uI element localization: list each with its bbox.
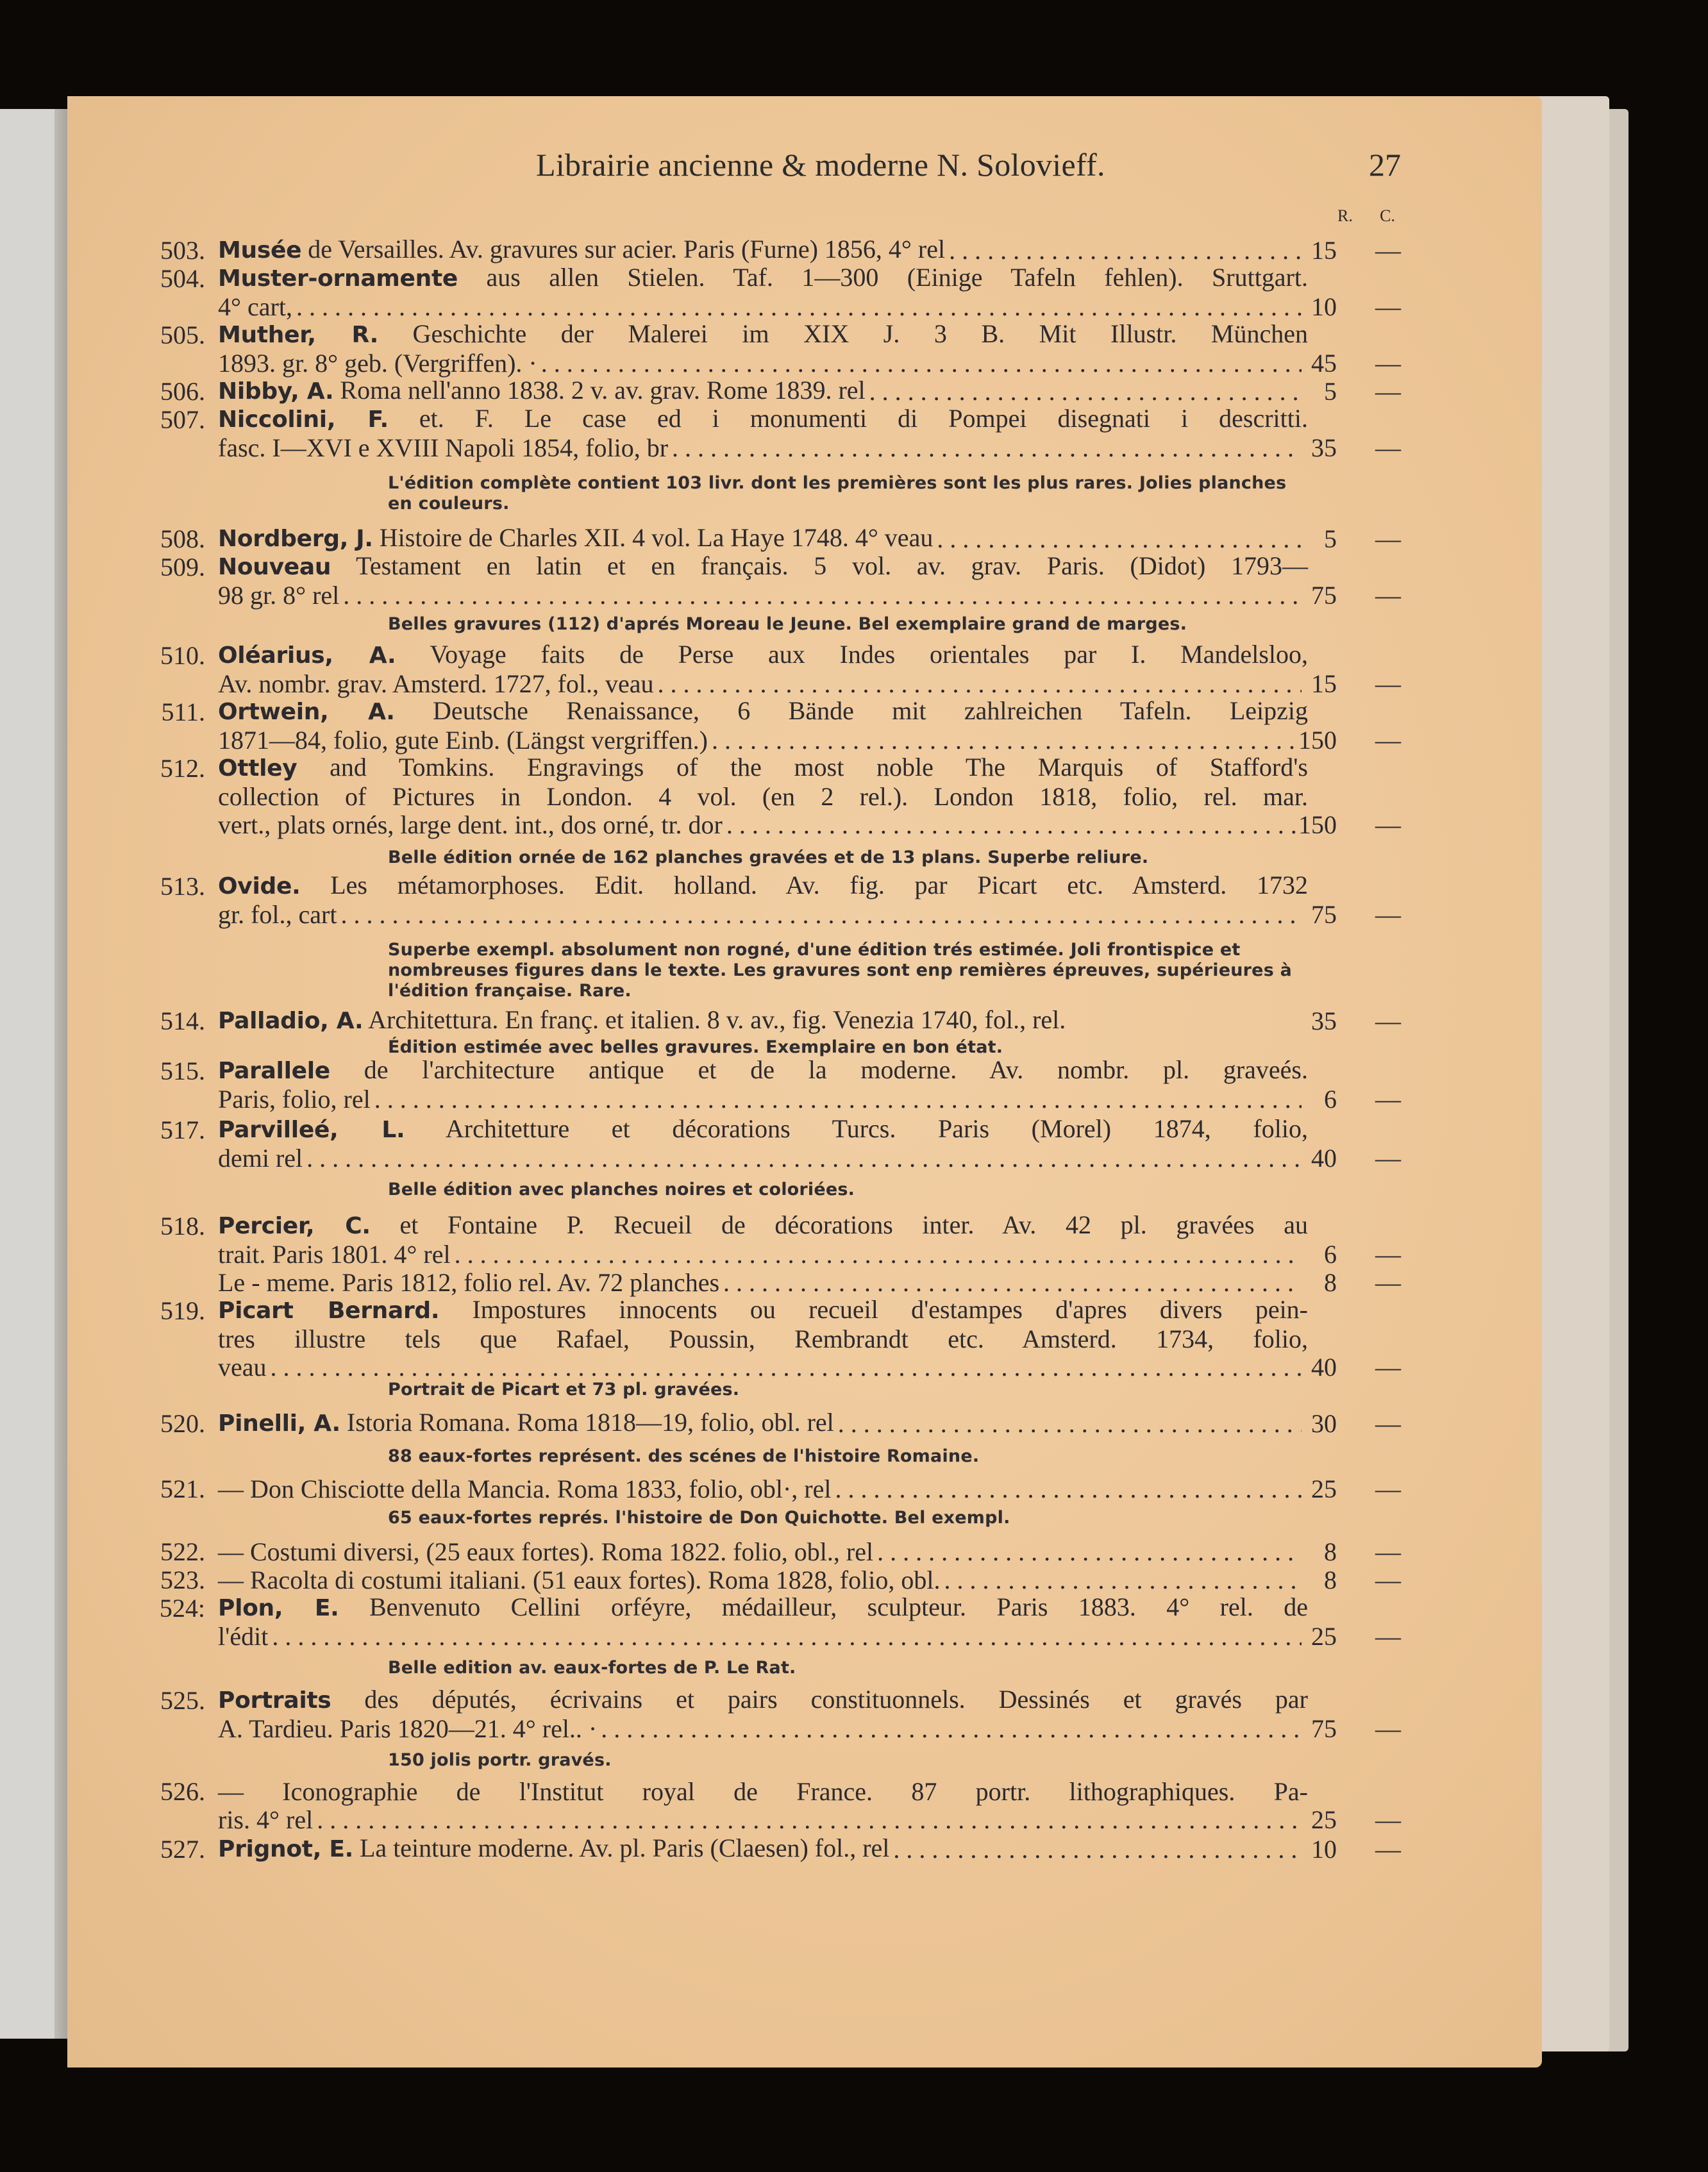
catalogue-line bbox=[218, 581, 1302, 610]
entry-description: trait. Paris 1801. 4° rel bbox=[218, 1240, 451, 1269]
entry-note: L'édition complète contient 103 livr. dont les premières sont les plus rares. Jolies planches en couleurs. bbox=[388, 473, 1287, 514]
dot-leader bbox=[712, 726, 1302, 755]
price-kopecks: — bbox=[1375, 1714, 1401, 1743]
entry-text bbox=[218, 1834, 889, 1864]
entry-text bbox=[218, 753, 1308, 783]
entry-description: Paris, folio, rel bbox=[218, 1085, 371, 1114]
page-number: 27 bbox=[1369, 147, 1401, 183]
catalogue-line bbox=[218, 1085, 1302, 1114]
entry-description: 98 gr. 8° rel bbox=[218, 581, 340, 610]
catalogue-line bbox=[160, 1474, 1302, 1504]
catalogue-line bbox=[160, 1834, 1302, 1864]
entry-number: 526. bbox=[160, 1777, 205, 1806]
entry-description: Le - meme. Paris 1812, folio rel. Av. 72 planches bbox=[218, 1268, 720, 1297]
entry-author: Muster-ornamente bbox=[218, 265, 458, 292]
entry-author: Parallele bbox=[218, 1058, 330, 1084]
catalogue-line bbox=[160, 1408, 1302, 1439]
price-kopecks: — bbox=[1375, 1474, 1401, 1503]
entry-description: Architetture et décorations Turcs. Paris (Morel) 1874, folio, bbox=[405, 1114, 1308, 1143]
entry-author: Nouveau bbox=[218, 554, 331, 580]
entry-description: Histoire de Charles XII. 4 vol. La Haye 1748. 4° veau bbox=[373, 523, 934, 552]
entry-number: 506. bbox=[160, 377, 205, 406]
entry-text bbox=[218, 433, 668, 463]
facing-page bbox=[0, 109, 67, 2039]
price-roubles: 75 bbox=[1311, 581, 1337, 610]
catalogue-line bbox=[160, 871, 1308, 901]
entry-number: 508. bbox=[160, 524, 205, 553]
entry-text bbox=[218, 1295, 1308, 1326]
price-roubles: 45 bbox=[1311, 349, 1337, 378]
entry-number: 521. bbox=[160, 1474, 205, 1503]
entry-author: Plon, E. bbox=[218, 1595, 339, 1621]
currency-roubles: R. bbox=[1337, 206, 1353, 225]
entry-text bbox=[218, 810, 723, 840]
price-kopecks: — bbox=[1375, 900, 1401, 929]
entry-note: Belle édition avec planches noires et coloriées. bbox=[388, 1180, 855, 1199]
catalogue-line bbox=[160, 1295, 1309, 1326]
catalogue-line bbox=[218, 810, 1302, 840]
entry-author: Percier, C. bbox=[218, 1213, 371, 1239]
price-roubles: 75 bbox=[1311, 1714, 1337, 1743]
price-roubles: 15 bbox=[1311, 236, 1337, 265]
entry-description: l'édit bbox=[218, 1622, 269, 1651]
price-roubles: 35 bbox=[1311, 433, 1337, 462]
catalogue-line bbox=[218, 1268, 1302, 1298]
dot-leader bbox=[306, 1144, 1302, 1173]
catalogue-line bbox=[218, 1353, 1302, 1382]
entry-author: Niccolini, F. bbox=[218, 406, 389, 433]
entry-text bbox=[218, 1805, 313, 1835]
dot-leader bbox=[937, 524, 1302, 554]
entry-text bbox=[218, 1210, 1308, 1241]
catalogue-line bbox=[160, 1114, 1308, 1145]
entry-text bbox=[218, 235, 945, 265]
entry-description: tres illustre tels que Rafael, Poussin, Rembrandt etc. Amsterd. 1734, folio, bbox=[218, 1324, 1308, 1353]
entry-number: 519. bbox=[160, 1296, 205, 1325]
dot-leader bbox=[455, 1240, 1302, 1269]
catalogue-line bbox=[218, 1805, 1302, 1835]
catalogue-line bbox=[159, 1592, 1308, 1623]
price-kopecks: — bbox=[1375, 349, 1401, 378]
entry-number: 510. bbox=[160, 641, 205, 670]
entry-text bbox=[218, 1777, 1308, 1807]
entry-number: 525. bbox=[160, 1686, 205, 1715]
price-roubles: 40 bbox=[1311, 1353, 1337, 1382]
entry-text bbox=[218, 1408, 834, 1439]
dot-leader bbox=[838, 1409, 1302, 1439]
price-kopecks: — bbox=[1375, 292, 1401, 321]
price-kopecks: — bbox=[1375, 236, 1401, 265]
entry-text bbox=[218, 1268, 719, 1298]
entry-description: gr. fol., cart bbox=[218, 900, 337, 929]
dot-leader bbox=[944, 1566, 1302, 1595]
catalogue-line bbox=[218, 1144, 1302, 1173]
catalogue-line bbox=[160, 263, 1308, 294]
entry-author: Ovide. bbox=[218, 873, 301, 899]
dot-leader bbox=[601, 1714, 1302, 1744]
entry-description: — Don Chisciotte della Mancia. Roma 1833, folio, obl·, rel bbox=[218, 1474, 832, 1503]
price-kopecks: — bbox=[1375, 810, 1401, 839]
entry-note: Belle edition av. eaux-fortes de P. Le Rat. bbox=[388, 1658, 796, 1678]
entry-description: et. F. Le case ed i monumenti di Pompei disegnati i descritti. bbox=[388, 404, 1308, 433]
entry-description: Deutsche Renaissance, 6 Bände mit zahlreichen Tafeln. Leipzig bbox=[394, 696, 1308, 725]
entry-author: Picart Bernard. bbox=[218, 1298, 440, 1324]
entry-text bbox=[218, 1005, 1066, 1036]
price-kopecks: — bbox=[1375, 377, 1401, 406]
entry-note: 150 jolis portr. gravés. bbox=[388, 1750, 612, 1770]
catalogue-line bbox=[218, 1622, 1302, 1651]
catalogue-line bbox=[160, 1566, 1302, 1595]
entry-description: et Fontaine P. Recueil de décorations inter. Av. 42 pl. gravées au bbox=[370, 1210, 1308, 1239]
dot-leader bbox=[723, 1268, 1302, 1298]
entry-number: 507. bbox=[160, 405, 205, 434]
price-roubles: 30 bbox=[1311, 1409, 1337, 1438]
catalogue-line bbox=[160, 1210, 1308, 1241]
entry-number: 527. bbox=[160, 1835, 205, 1864]
running-head: Librairie ancienne & moderne N. Solovieff. bbox=[536, 147, 1105, 183]
price-roubles: 10 bbox=[1311, 292, 1337, 321]
price-kopecks: — bbox=[1375, 1805, 1401, 1834]
entry-text bbox=[218, 263, 1308, 294]
price-roubles: 25 bbox=[1311, 1474, 1337, 1503]
catalogue-line bbox=[218, 1714, 1302, 1744]
catalogue-line bbox=[160, 523, 1302, 554]
dot-leader bbox=[374, 1085, 1302, 1114]
entry-description: collection of Pictures in London. 4 vol. (en 2 rel.). London 1818, folio, rel. mar. bbox=[218, 782, 1308, 811]
entry-text bbox=[218, 551, 1308, 582]
price-kopecks: — bbox=[1375, 1144, 1401, 1173]
catalogue-line bbox=[160, 1777, 1308, 1807]
entry-note: Belle édition ornée de 162 planches gravées et de 13 plans. Superbe reliure. bbox=[388, 848, 1149, 867]
entry-text bbox=[218, 640, 1308, 671]
entry-text bbox=[218, 376, 866, 406]
price-kopecks: — bbox=[1375, 433, 1401, 462]
entry-author: Ortwein, A. bbox=[218, 699, 395, 725]
price-kopecks: — bbox=[1375, 581, 1401, 610]
entry-description: de l'architecture antique et de la moderne. Av. nombr. pl. graveés. bbox=[330, 1055, 1308, 1084]
catalogue-line bbox=[160, 376, 1302, 406]
catalogue-line bbox=[160, 319, 1308, 350]
price-kopecks: — bbox=[1375, 726, 1401, 755]
dot-leader bbox=[541, 349, 1302, 378]
entry-text bbox=[218, 523, 933, 554]
entry-text bbox=[218, 1714, 597, 1744]
entry-note: Belles gravures (112) d'aprés Moreau le Jeune. Bel exemplaire grand de marges. bbox=[388, 614, 1187, 634]
catalogue-line bbox=[218, 292, 1302, 322]
dot-leader bbox=[893, 1835, 1302, 1864]
entry-note: Édition estimée avec belles gravures. Exemplaire en bon état. bbox=[388, 1037, 1003, 1057]
price-roubles: 8 bbox=[1324, 1537, 1337, 1566]
entry-description: and Tomkins. Engravings of the most noble The Marquis of Stafford's bbox=[297, 753, 1308, 781]
entry-number: 512. bbox=[160, 754, 205, 783]
price-kopecks: — bbox=[1375, 1566, 1401, 1594]
entry-description: vert., plats ornés, large dent. int., dos orné, tr. dor bbox=[218, 810, 723, 839]
catalogue-line bbox=[161, 696, 1308, 727]
entry-note: Superbe exempl. absolument non rogné, d'une édition trés estimée. Joli frontispice et nombreuses figures dans le texte. Les gravures sont enp remières épreuves, supérieures à l'édition française. Rare. bbox=[388, 940, 1292, 1001]
entry-text bbox=[218, 669, 654, 699]
catalogue-line bbox=[160, 1685, 1308, 1716]
dot-leader bbox=[726, 810, 1302, 840]
entry-description: Les métamorphoses. Edit. holland. Av. fig. par Picart etc. Amsterd. 1732 bbox=[300, 871, 1308, 899]
entry-number: 518. bbox=[160, 1212, 205, 1241]
entry-description: — Racolta di costumi italiani. (51 eaux fortes). Roma 1828, folio, obl. bbox=[218, 1566, 941, 1594]
price-roubles: 25 bbox=[1311, 1805, 1337, 1834]
entry-description: ris. 4° rel bbox=[218, 1805, 314, 1834]
entry-description: 1871—84, folio, gute Einb. (Längst vergriffen.) bbox=[218, 726, 708, 755]
price-kopecks: — bbox=[1375, 1085, 1401, 1114]
price-roubles: 25 bbox=[1311, 1622, 1337, 1651]
price-kopecks: — bbox=[1375, 1622, 1401, 1651]
entry-number: 511. bbox=[161, 698, 205, 726]
entry-description: fasc. I—XVI e XVIII Napoli 1854, folio, br bbox=[218, 433, 669, 462]
entry-text bbox=[218, 1685, 1308, 1716]
price-kopecks: — bbox=[1375, 1268, 1401, 1297]
entry-text bbox=[218, 1085, 371, 1114]
price-kopecks: — bbox=[1375, 1835, 1401, 1864]
entry-description: Istoria Romana. Roma 1818—19, folio, obl. rel bbox=[340, 1408, 834, 1437]
entry-description: Geschichte der Malerei im XIX J. 3 B. Mit Illustr. München bbox=[378, 319, 1308, 348]
entry-text bbox=[218, 871, 1308, 901]
price-roubles: 75 bbox=[1311, 900, 1337, 929]
entry-text bbox=[218, 1537, 873, 1567]
entry-text bbox=[218, 1622, 268, 1651]
entry-note: 88 eaux-fortes représent. des scénes de l'histoire Romaine. bbox=[388, 1446, 980, 1466]
entry-number: 522. bbox=[160, 1537, 205, 1566]
entry-number: 524: bbox=[159, 1594, 205, 1623]
catalogue-line bbox=[218, 782, 1308, 812]
catalogue-line bbox=[160, 551, 1308, 582]
entry-author: Oléarius, A. bbox=[218, 642, 396, 669]
price-kopecks: — bbox=[1375, 524, 1401, 553]
entry-text bbox=[218, 1144, 303, 1173]
entry-description: Architettura. En franç. et italien. 8 v. av., fig. Venezia 1740, fol., rel. bbox=[363, 1005, 1066, 1034]
entry-text bbox=[218, 1114, 1308, 1145]
entry-description: des députés, écrivains et pairs constituonnels. Dessinés et gravés par bbox=[331, 1685, 1308, 1714]
entry-description: — Iconographie de l'Institut royal de France. 87 portr. lithographiques. Pa- bbox=[218, 1777, 1308, 1806]
entry-author: Palladio, A. bbox=[218, 1008, 364, 1034]
entry-text bbox=[218, 1566, 940, 1595]
entry-text bbox=[218, 696, 1308, 727]
entry-number: 504. bbox=[160, 264, 205, 293]
entry-number: 513. bbox=[160, 872, 205, 901]
price-kopecks: — bbox=[1375, 1007, 1401, 1035]
dot-leader bbox=[272, 1622, 1302, 1651]
dot-leader bbox=[672, 433, 1302, 463]
dot-leader bbox=[658, 669, 1302, 699]
catalogue-line bbox=[218, 1324, 1308, 1354]
price-roubles: 8 bbox=[1324, 1566, 1337, 1594]
price-roubles: 5 bbox=[1324, 524, 1337, 553]
entry-description: de Versailles. Av. gravures sur acier. Paris (Furne) 1856, 4° rel bbox=[301, 235, 946, 263]
price-kopecks: — bbox=[1375, 669, 1401, 698]
dot-leader bbox=[296, 292, 1302, 322]
entry-description: La teinture moderne. Av. pl. Paris (Claesen) fol., rel bbox=[353, 1834, 890, 1862]
entry-author: Portraits bbox=[218, 1687, 331, 1714]
entry-author: Prignot, E. bbox=[218, 1836, 353, 1862]
entry-author: Muther, R. bbox=[218, 322, 378, 348]
price-roubles: 150 bbox=[1298, 726, 1337, 755]
entry-number: 515. bbox=[160, 1057, 205, 1085]
entry-text bbox=[218, 1353, 267, 1382]
catalogue-line bbox=[218, 669, 1302, 699]
entry-number: 523. bbox=[160, 1566, 205, 1594]
entry-text bbox=[218, 349, 537, 378]
entry-author: Nordberg, J. bbox=[218, 526, 373, 552]
entry-description: A. Tardieu. Paris 1820—21. 4° rel.. · bbox=[218, 1714, 598, 1743]
entry-author: Ottley bbox=[218, 755, 297, 781]
entry-description: Impostures innocents ou recueil d'estampes d'apres divers pein- bbox=[439, 1295, 1309, 1324]
dot-leader bbox=[835, 1474, 1302, 1504]
price-roubles: 6 bbox=[1324, 1240, 1337, 1269]
entry-number: 517. bbox=[160, 1115, 205, 1144]
entry-description: demi rel bbox=[218, 1144, 303, 1173]
entry-number: 505. bbox=[160, 321, 205, 349]
entry-author: Pinelli, A. bbox=[218, 1410, 340, 1437]
dot-leader bbox=[341, 900, 1302, 930]
entry-description: Roma nell'anno 1838. 2 v. av. grav. Rome 1839. rel bbox=[333, 376, 866, 405]
entry-description: — Costumi diversi, (25 eaux fortes). Roma 1822. folio, obl., rel bbox=[218, 1537, 874, 1566]
price-roubles: 40 bbox=[1311, 1144, 1337, 1173]
entry-author: Musée bbox=[218, 237, 302, 263]
price-roubles: 8 bbox=[1324, 1268, 1337, 1297]
catalogue-line bbox=[160, 1005, 1302, 1036]
entry-description: 1893. gr. 8° geb. (Vergriffen). · bbox=[218, 349, 537, 378]
catalogue-line bbox=[160, 1537, 1302, 1567]
price-roubles: 35 bbox=[1311, 1007, 1337, 1035]
catalogue-line bbox=[218, 349, 1302, 378]
entry-text bbox=[218, 404, 1308, 435]
price-kopecks: — bbox=[1375, 1240, 1401, 1269]
entry-description: veau bbox=[218, 1353, 267, 1382]
price-roubles: 6 bbox=[1324, 1085, 1337, 1114]
currency-header bbox=[1337, 206, 1395, 226]
binding-gutter bbox=[54, 109, 67, 2039]
entry-description: Testament en latin et en français. 5 vol. av. grav. Paris. (Didot) 1793— bbox=[331, 551, 1308, 580]
entry-description: Voyage faits de Perse aux Indes orientales par I. Mandelsloo, bbox=[396, 640, 1308, 669]
entry-note: 65 eaux-fortes représ. l'histoire de Don Quichotte. Bel exempl. bbox=[388, 1508, 1010, 1528]
entry-text bbox=[218, 726, 708, 755]
dot-leader bbox=[877, 1537, 1302, 1567]
price-roubles: 150 bbox=[1298, 810, 1337, 839]
entry-number: 503. bbox=[160, 236, 205, 265]
dot-leader bbox=[949, 236, 1302, 265]
entry-text bbox=[218, 900, 337, 930]
entry-text bbox=[218, 1474, 831, 1504]
entry-text bbox=[218, 581, 339, 610]
catalogue-line bbox=[160, 235, 1302, 265]
catalogue-line bbox=[218, 1240, 1302, 1269]
entry-note: Portrait de Picart et 73 pl. gravées. bbox=[388, 1380, 740, 1399]
entry-text bbox=[218, 319, 1308, 350]
currency-kopecks: C. bbox=[1380, 206, 1395, 225]
price-kopecks: — bbox=[1375, 1353, 1401, 1382]
dot-leader bbox=[343, 581, 1302, 610]
catalogue-line bbox=[218, 900, 1302, 930]
entry-text bbox=[218, 292, 292, 322]
entry-text bbox=[218, 1592, 1308, 1623]
entry-description: Benvenuto Cellini orféyre, médailleur, sculpteur. Paris 1883. 4° rel. de bbox=[339, 1592, 1308, 1621]
catalogue-line bbox=[218, 726, 1302, 755]
price-roubles: 5 bbox=[1324, 377, 1337, 406]
catalogue-line bbox=[160, 404, 1308, 435]
entry-text bbox=[218, 1055, 1308, 1086]
entry-author: Parvilleé, L. bbox=[218, 1117, 405, 1143]
entry-text bbox=[218, 1324, 1308, 1354]
price-kopecks: — bbox=[1375, 1409, 1401, 1438]
entry-description: aus allen Stielen. Taf. 1—300 (Einige Tafeln fehlen). Sruttgart. bbox=[458, 263, 1308, 292]
entry-text bbox=[218, 1240, 451, 1269]
price-roubles: 15 bbox=[1311, 669, 1337, 698]
catalogue-line bbox=[160, 753, 1308, 783]
entry-number: 509. bbox=[160, 553, 205, 581]
catalogue-line bbox=[160, 1055, 1308, 1086]
catalogue-line bbox=[218, 433, 1302, 463]
entry-number: 514. bbox=[160, 1007, 205, 1035]
price-kopecks: — bbox=[1375, 1537, 1401, 1566]
entry-description: 4° cart, bbox=[218, 292, 292, 321]
dot-leader bbox=[869, 377, 1302, 406]
price-roubles: 10 bbox=[1311, 1835, 1337, 1864]
dot-leader bbox=[317, 1805, 1302, 1835]
entry-number: 520. bbox=[160, 1409, 205, 1438]
entry-description: Av. nombr. grav. Amsterd. 1727, fol., veau bbox=[218, 669, 654, 698]
dot-leader bbox=[271, 1353, 1302, 1382]
entry-author: Nibby, A. bbox=[218, 378, 334, 405]
catalogue-line bbox=[160, 640, 1308, 671]
entry-text bbox=[218, 782, 1308, 812]
